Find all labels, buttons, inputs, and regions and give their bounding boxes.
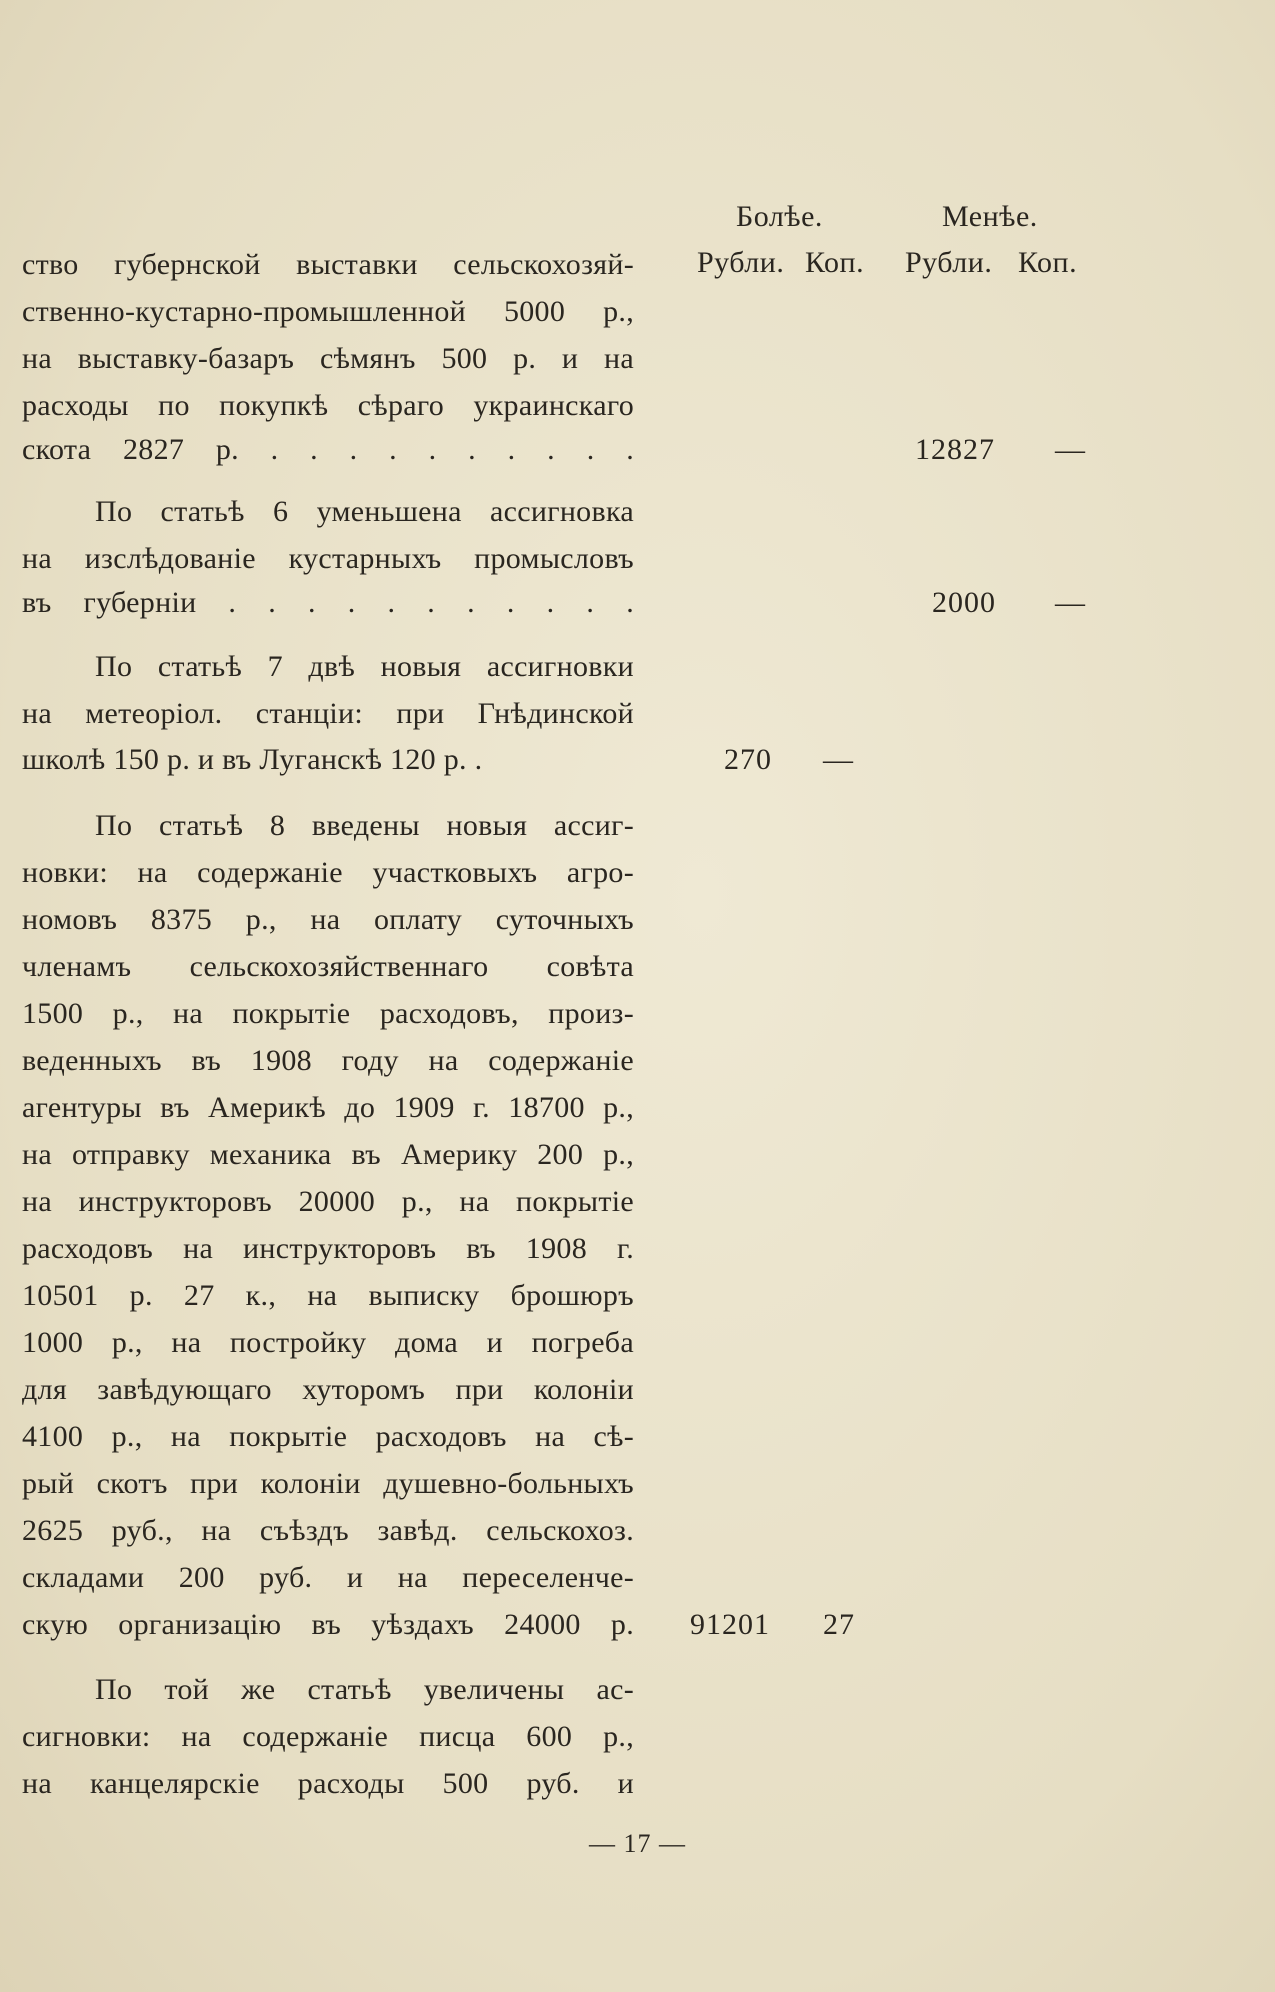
text-line: расходовъ на инструкторовъ въ 1908 г. bbox=[22, 1232, 634, 1265]
text-line: членамъ сельскохозяйственнаго совѣта bbox=[22, 950, 634, 983]
text-line: 4100 р., на покрытіе расходовъ на сѣ- bbox=[22, 1420, 634, 1453]
text-line: на канцелярскіе расходы 500 руб. и bbox=[22, 1767, 634, 1800]
text-line: ственно-кустарно-промышленной 5000 р., bbox=[22, 295, 634, 328]
text-line: сигновки: на содержаніе писца 600 р., bbox=[22, 1720, 634, 1753]
text-line: номовъ 8375 р., на оплату суточныхъ bbox=[22, 903, 634, 936]
text-line: для завѣдующаго хуторомъ при колоніи bbox=[22, 1373, 634, 1406]
text-line: складами 200 руб. и на переселенче- bbox=[22, 1561, 634, 1594]
text-line: новки: на содержаніе участковыхъ агро- bbox=[22, 856, 634, 889]
more-rubles-value: 91201 bbox=[690, 1608, 770, 1641]
text-line: на изслѣдованіе кустарныхъ промысловъ bbox=[22, 542, 634, 575]
text-line: въ губерніи . . . . . . . . . . . bbox=[22, 586, 634, 619]
text-line: По той же статьѣ увеличены ас- bbox=[95, 1673, 634, 1706]
header-rubles-less: Рубли. bbox=[905, 246, 993, 279]
page-number: — 17 — bbox=[589, 1829, 686, 1858]
text-line: скота 2827 р. . . . . . . . . . . bbox=[22, 433, 634, 466]
text-line: 1000 р., на постройку дома и погреба bbox=[22, 1326, 634, 1359]
more-rubles-value: 270 bbox=[724, 743, 772, 776]
more-kop-value: — bbox=[823, 743, 854, 776]
text-line: По статьѣ 7 двѣ новыя ассигновки bbox=[95, 650, 634, 683]
more-kop-value: 27 bbox=[823, 1608, 855, 1641]
header-kop-less: Коп. bbox=[1018, 246, 1078, 279]
text-line: скую организацію въ уѣздахъ 24000 р. bbox=[22, 1608, 634, 1641]
text-line: веденныхъ въ 1908 году на содержаніе bbox=[22, 1044, 634, 1077]
text-line: рый скотъ при колоніи душевно-больныхъ bbox=[22, 1467, 634, 1500]
header-more: Болѣе. bbox=[736, 200, 823, 233]
text-line: 1500 р., на покрытіе расходовъ, произ- bbox=[22, 997, 634, 1030]
text-line: расходы по покупкѣ сѣраго украинскаго bbox=[22, 389, 634, 422]
less-rubles-value: 12827 bbox=[915, 433, 995, 466]
text-line: школѣ 150 р. и въ Луганскѣ 120 р. . bbox=[22, 743, 483, 776]
text-line: 10501 р. 27 к., на выписку брошюръ bbox=[22, 1279, 634, 1312]
text-line: на инструкторовъ 20000 р., на покрытіе bbox=[22, 1185, 634, 1218]
text-line: ство губернской выставки сельскохозяй- bbox=[22, 248, 634, 281]
less-rubles-value: 2000 bbox=[932, 586, 996, 619]
text-line: на отправку механика въ Америку 200 р., bbox=[22, 1138, 634, 1171]
header-rubles-more: Рубли. bbox=[697, 246, 785, 279]
text-line: агентуры въ Америкѣ до 1909 г. 18700 р., bbox=[22, 1091, 634, 1124]
header-less: Менѣе. bbox=[942, 200, 1038, 233]
text-line: на метеоріол. станціи: при Гнѣдинской bbox=[22, 697, 634, 730]
text-line: По статьѣ 6 уменьшена ассигновка bbox=[95, 495, 634, 528]
text-line: По статьѣ 8 введены новыя ассиг- bbox=[95, 809, 634, 842]
text-line: 2625 руб., на съѣздъ завѣд. сельскохоз. bbox=[22, 1514, 634, 1547]
header-kop-more: Коп. bbox=[805, 246, 865, 279]
less-kop-value: — bbox=[1055, 586, 1086, 619]
text-line: на выставку-базаръ сѣмянъ 500 р. и на bbox=[22, 342, 634, 375]
less-kop-value: — bbox=[1055, 433, 1086, 466]
